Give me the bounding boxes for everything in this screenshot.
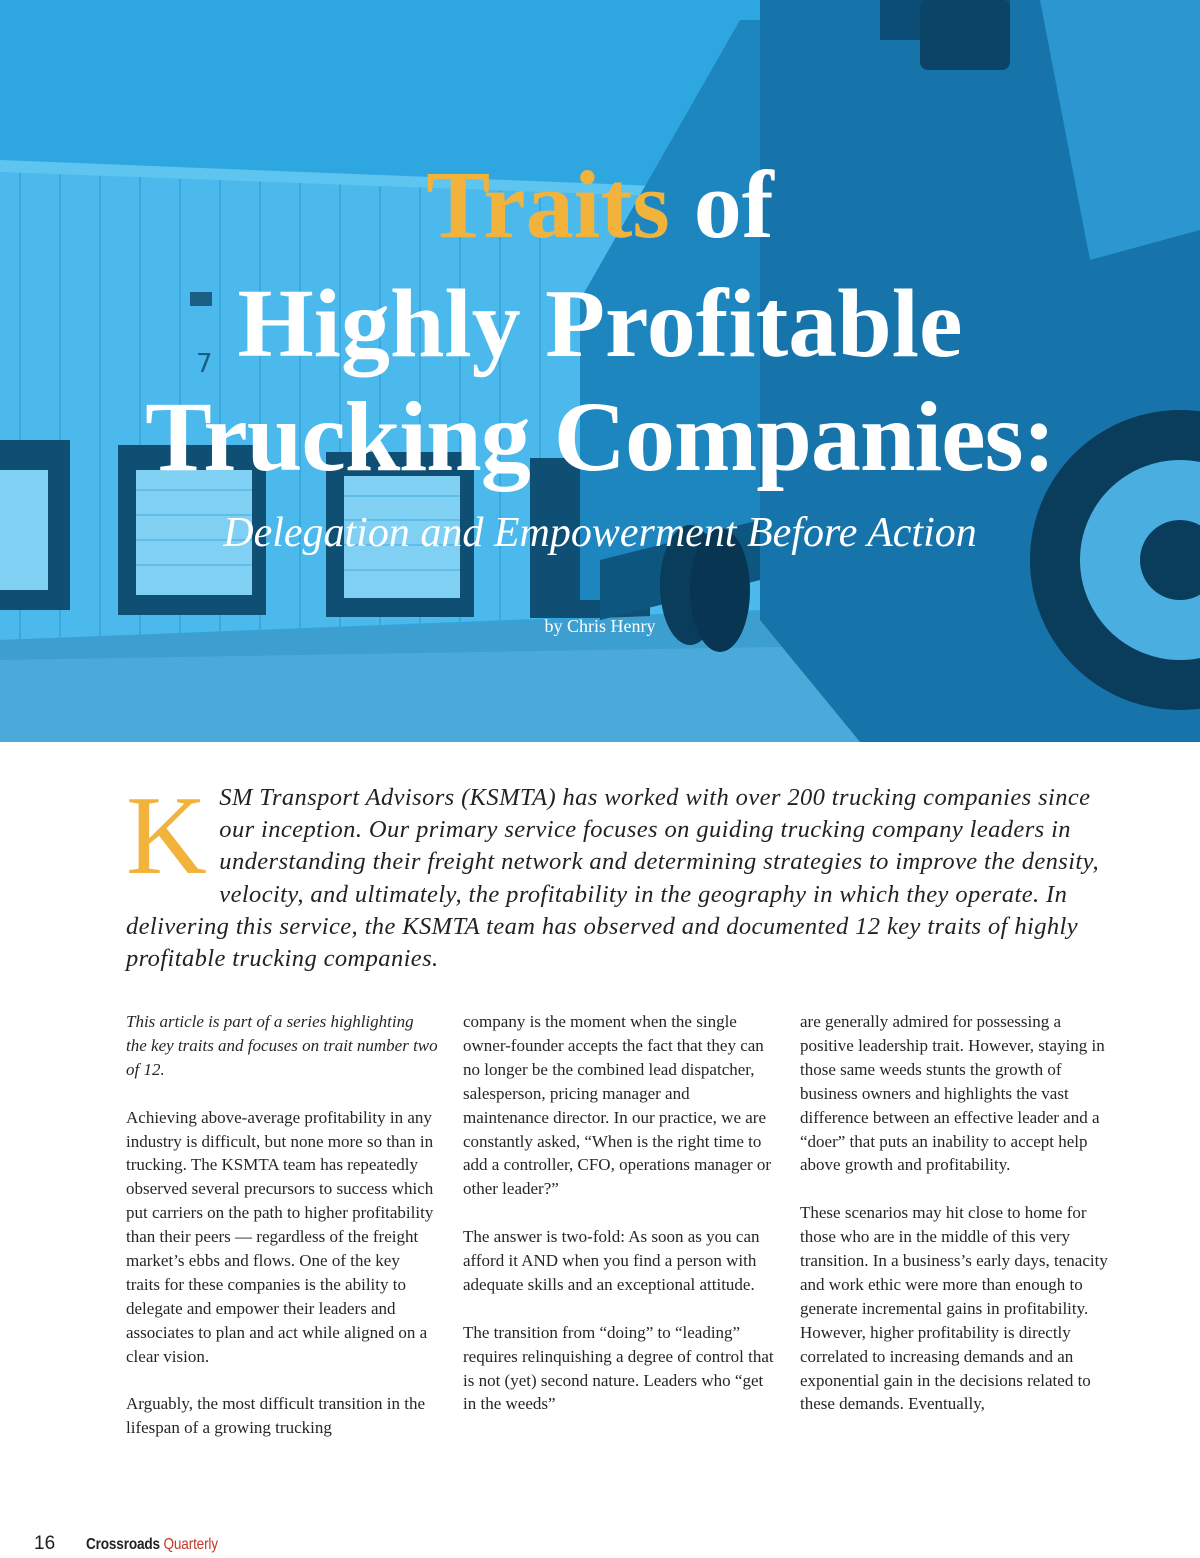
title-connector: of (669, 151, 774, 258)
intro-text: SM Transport Advisors (KSMTA) has worked with over 200 trucking companies since our inception. Our primary service focuses on guiding trucking company leaders in understanding their freight network and determining strategies to improve the density, velocity, and ultimately, the profitability in the geography in which they operate. In delivering this service, the KSMTA team has observed and documented 12 key traits of highly profitable trucking companies. (126, 784, 1100, 973)
body-column-3 (800, 1010, 1116, 1440)
series-note: This article is part of a series highlighting the key traits and focuses on trait number two of 12. (126, 1012, 438, 1079)
body-paragraph: The transition from “doing” to “leading” requires relinquishing a degree of control that is not (yet) second nature. Leaders who “get in the weeds” (463, 1322, 774, 1414)
drop-cap: K (126, 774, 208, 898)
dock-number: 7 (196, 349, 213, 379)
author-byline: by Chris Henry (544, 616, 656, 636)
article-subtitle: Delegation and Empowerment Before Action (223, 510, 977, 556)
body-paragraph: Achieving above-average profitability in any industry is difficult, but none more so than in trucking. The KSMTA team has repeatedly observed several precursors to success which put carriers on the path to higher profitability than their peers — regardless of the freight market’s ebbs and flows. One of the key traits for these companies is the ability to delegate and empower their leaders and associates to plan and act while aligned on a clear vision. (126, 1107, 434, 1366)
body-paragraph: These scenarios may hit close to home for those who are in the middle of this very transition. In a business’s early days, tenacity and work ethic were more than enough to generate incremental gains in profitability. However, higher profitability is directly correlated to increasing demands and an exponential gain in the decisions related to these demands. Eventually, (800, 1203, 1108, 1414)
body-column-1 (126, 1010, 438, 1464)
body-paragraph: company is the moment when the single owner-founder accepts the fact that they can no longer be the combined lead dispatcher, salesperson, pricing manager and maintenance director. In our practice, we are constantly asked, “When is the right time to add a controller, CFO, operations manager or other leader?” (463, 1012, 772, 1199)
article-title-line-1 (0, 150, 1200, 260)
body-column-2 (463, 1010, 779, 1440)
title-accent-word: Traits (426, 151, 670, 258)
body-paragraph: The answer is two-fold: As soon as you can afford it AND when you find a person with adequate skills and an exceptional attitude. (463, 1227, 760, 1294)
page-number: 16 (34, 1533, 56, 1554)
hero-banner (0, 0, 1200, 742)
article-title-line-2: Highly Profitable (237, 270, 963, 378)
page-footer (34, 1532, 241, 1557)
publication-name-primary: Crossroads (86, 1536, 160, 1553)
article-title-line-3: Trucking Companies: (145, 381, 1055, 492)
publication-name (86, 1533, 218, 1557)
body-paragraph: Arguably, the most difficult transition in the lifespan of a growing trucking (126, 1394, 426, 1438)
publication-name-suffix: Quarterly (163, 1536, 218, 1553)
body-paragraph: are generally admired for possessing a positive leadership trait. However, staying in those same weeds stunts the growth of business owners and highlights the vast difference between an effective leader and a “doer” that puts an inability to accept help above growth and profitability. (800, 1012, 1105, 1175)
intro-paragraph (126, 774, 1116, 975)
